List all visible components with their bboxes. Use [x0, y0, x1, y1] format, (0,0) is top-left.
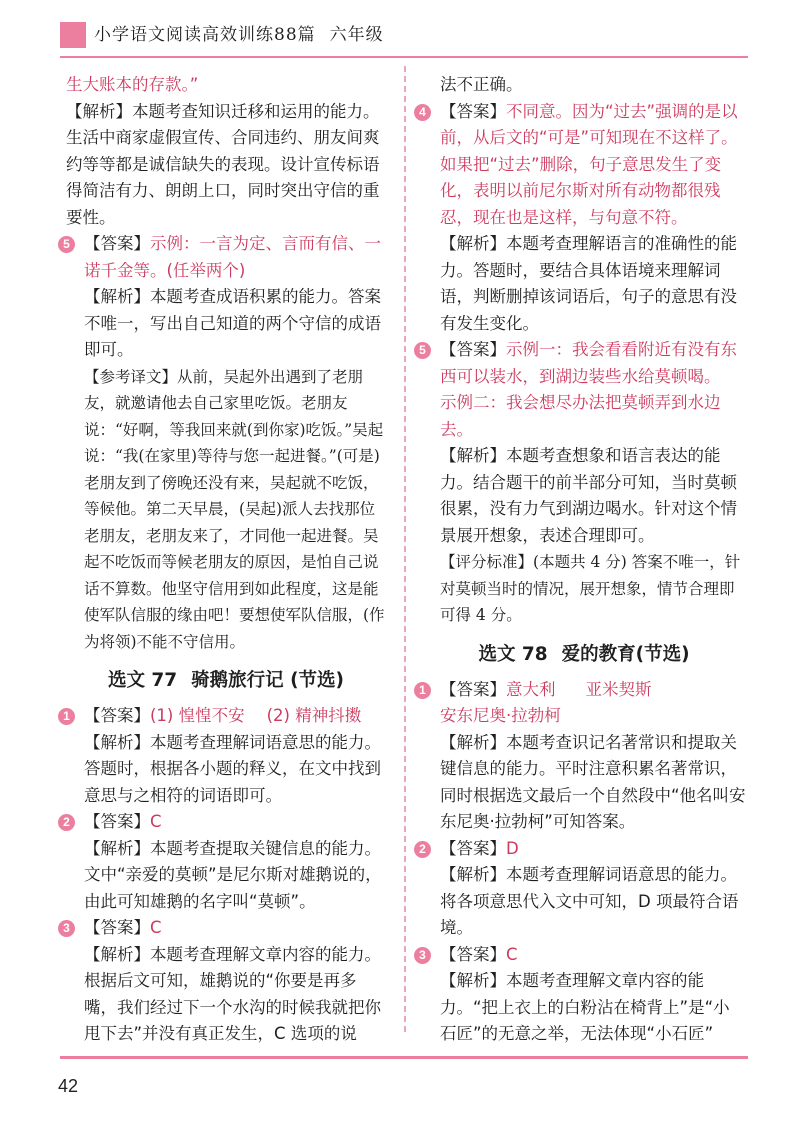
answer-text: 示例：一言为定、言而有信、一诺千金等。(任举两个)	[84, 234, 381, 280]
s78-q2-explanation	[440, 862, 746, 942]
explain-tag: 【解析】	[84, 287, 150, 306]
s77-q1-explanation	[84, 730, 386, 810]
answer-tag: 【答案】	[440, 101, 506, 121]
answer-tag: 【答案】	[84, 812, 150, 831]
question-number-badge: 2	[414, 841, 431, 858]
explain-text: 本题考查理解词语意思的能力。答题时，根据各小题的释义，在文中找到意思与之相符的词语即可。	[84, 732, 381, 805]
section-heading-78	[422, 641, 746, 669]
section-title: 骑鹅旅行记 (节选)	[191, 670, 345, 691]
answer-text: C	[150, 812, 162, 831]
q5-explanation	[84, 284, 386, 364]
q5-answer	[84, 231, 386, 284]
explain-text: 本题考查提取关键信息的能力。文中“亲爱的莫顿”是尼尔斯对雄鹅说的，由此可知雄鹅的名字叫“莫顿”。	[84, 838, 382, 911]
s77-q3-block	[63, 915, 386, 1048]
answer-example-2: 示例二：我会想尽办法把莫顿弄到水边去。	[440, 393, 721, 439]
reference-translation	[84, 364, 386, 656]
s78-q1-block	[419, 677, 746, 836]
s77-q3-answer	[84, 915, 386, 942]
answer-part-2: (2) 精神抖擞	[266, 706, 362, 725]
explain-text: 本题考查理解文章内容的能力。根据后文可知，雄鹅说的“你要是再多嘴，我们经过下一个水沟的时候我就把你甩下去”并没有真正发生，C 选项的说	[84, 944, 381, 1043]
previous-answer-tail: 生大账本的存款。”	[66, 75, 199, 94]
explain-tag: 【解析】	[84, 732, 150, 752]
s78-q3-answer	[440, 942, 746, 969]
q5-answer	[440, 337, 746, 390]
q5-details	[66, 284, 386, 655]
answer-example-1: 示例一：我会看看附近有没有东西可以装水，到湖边装些水给莫顿喝。	[440, 340, 737, 386]
section-label: 选文 77	[107, 670, 178, 691]
column-divider	[404, 66, 406, 1032]
answer-tag: 【答案】	[440, 944, 506, 964]
section-label: 选文 78	[478, 643, 548, 665]
grade-label: 六年级	[329, 25, 384, 45]
explain-text: 本题考查知识迁移和运用的能力。生活中商家虚假宣传、合同违约、朋友间爽约等等都是诚信缺失的表现。设计宣传标语得简洁有力、朗朗上口，同时突出守信的重要性。	[66, 101, 380, 227]
explain-tag: 【解析】	[440, 732, 506, 752]
s77-q2-explanation	[84, 836, 386, 916]
explain-tag: 【解析】	[440, 865, 506, 884]
s77-q2-block	[63, 809, 386, 915]
question-number-badge: 3	[58, 920, 75, 937]
s78-q1-explanation	[440, 730, 746, 836]
answer-tag: 【答案】	[84, 918, 150, 937]
question-number-badge: 1	[414, 682, 431, 699]
explain-tag: 【解析】	[66, 101, 132, 121]
score-tag: 【评分标准】	[440, 553, 534, 571]
q4-block	[419, 99, 746, 338]
answer-tag: 【答案】	[440, 340, 506, 359]
page-number: 42	[58, 1076, 79, 1096]
answer-author: 亚米契斯	[585, 679, 652, 699]
question-number-badge: 4	[414, 104, 431, 121]
translation-tag: 【参考译文】	[84, 367, 178, 386]
s78-q3-block	[419, 942, 746, 1048]
score-text: (本题共 4 分) 答案不唯一，针对莫顿当时的情况，展开想象，情节合理即可得 4 分。	[440, 553, 741, 624]
answer-text: C	[150, 918, 162, 937]
right-column	[419, 72, 746, 1048]
s78-q2-block	[419, 836, 746, 942]
explain-text: 本题考查理解文章内容的能力。“把上衣上的白粉沾在椅背上”是“小石匠”的无意之举，无法体现“小石匠”	[440, 971, 730, 1043]
answer-tag: 【答案】	[440, 838, 506, 858]
q5-block	[419, 337, 746, 629]
continued-explanation: 法不正确。	[440, 75, 523, 94]
explain-text: 本题考查想象和语言表达的能力。结合题干的前半部分可知，当时莫顿很累，没有力气到湖边喝水。针对这个情景展开想象，表述合理即可。	[440, 446, 737, 545]
header-rule	[60, 56, 748, 58]
q4-explanation	[440, 231, 746, 337]
s78-q2-answer	[440, 836, 746, 863]
answer-tag: 【答案】	[84, 234, 150, 253]
book-title-text: 小学语文阅读高效训练88篇	[94, 25, 316, 45]
q4-answer	[440, 99, 746, 232]
answer-country: 意大利	[506, 679, 556, 699]
question-number-badge: 3	[414, 947, 431, 964]
explain-tag: 【解析】	[440, 971, 506, 990]
answer-character: 安东尼奥·拉勃柯	[440, 706, 561, 725]
explain-text: 本题考查识记名著常识和提取关键信息的能力。平时注意积累名著常识，同时根据选文最后一个自然段中“他名叫安东尼奥·拉勃柯”可知答案。	[440, 732, 746, 831]
question-number-badge: 5	[414, 342, 431, 359]
q5-explanation	[440, 443, 746, 549]
explain-tag: 【解析】	[84, 944, 150, 964]
explain-tag: 【解析】	[84, 838, 150, 858]
section-heading-77	[66, 667, 386, 695]
s78-q1-answer	[440, 677, 746, 704]
explain-text: 本题考查理解词语意思的能力。将各项意思代入文中可知，D 项最符合语境。	[440, 865, 739, 937]
explain-tag: 【解析】	[440, 446, 506, 465]
s78-q3-explanation	[440, 968, 746, 1048]
explain-text: 本题考查理解语言的准确性的能力。答题时，要结合具体语境来理解词语，判断删掉该词语后，句子的意思有没有发生变化。	[440, 234, 737, 333]
answer-text: 不同意。因为“过去”强调的是以前，从后文的“可是”可知现在不这样了。如果把“过去”删除，句子意思发生了变化，表明以前尼尔斯对所有动物都很残忍，现在也是这样，与句意不符。	[440, 101, 738, 227]
question-number-badge: 2	[58, 814, 75, 831]
q4-explanation	[66, 99, 386, 232]
s77-q3-explanation	[84, 942, 386, 1048]
answer-text: D	[506, 838, 519, 858]
explain-text: 本题考查成语积累的能力。答案不唯一，写出自己知道的两个守信的成语即可。	[84, 287, 381, 359]
scoring-criteria	[440, 549, 746, 629]
answer-text: C	[506, 944, 518, 964]
translation-text: 从前，吴起外出遇到了老朋友，就邀请他去自己家里吃饭。老朋友说：“好啊，等我回来就(到你家)吃饭。”吴起说：“我(在家里)等待与您一起进餐。”(可是)老朋友到了傍晚还没有来，吴起就不吃饭，等候他。第二天早晨，(吴起)派人去找那位老朋友，老朋友来了，才同他一起进餐。吴起不吃饭而等候老朋友的原因，是怕自己说话不算数。他坚守信用到如此程度，这是能使军队信服的缘由吧！要想使军队信服，(作为将领)不能不守信用。	[84, 367, 385, 651]
explain-tag: 【解析】	[440, 234, 506, 253]
header-accent-tab	[60, 22, 86, 48]
answer-tag: 【答案】	[84, 706, 150, 725]
answer-tag: 【答案】	[440, 679, 506, 699]
q5-block	[63, 231, 386, 284]
s77-q2-answer	[84, 809, 386, 836]
question-number-badge: 1	[58, 708, 75, 725]
footer-rule	[60, 1056, 748, 1059]
s77-q1-block	[63, 703, 386, 809]
s77-q1-answer	[84, 703, 386, 730]
book-title	[94, 22, 384, 48]
section-title: 爱的教育(节选)	[561, 643, 690, 665]
answer-part-1: (1) 惶惶不安	[150, 706, 245, 725]
question-number-badge: 5	[58, 236, 75, 253]
left-column	[63, 72, 386, 1048]
